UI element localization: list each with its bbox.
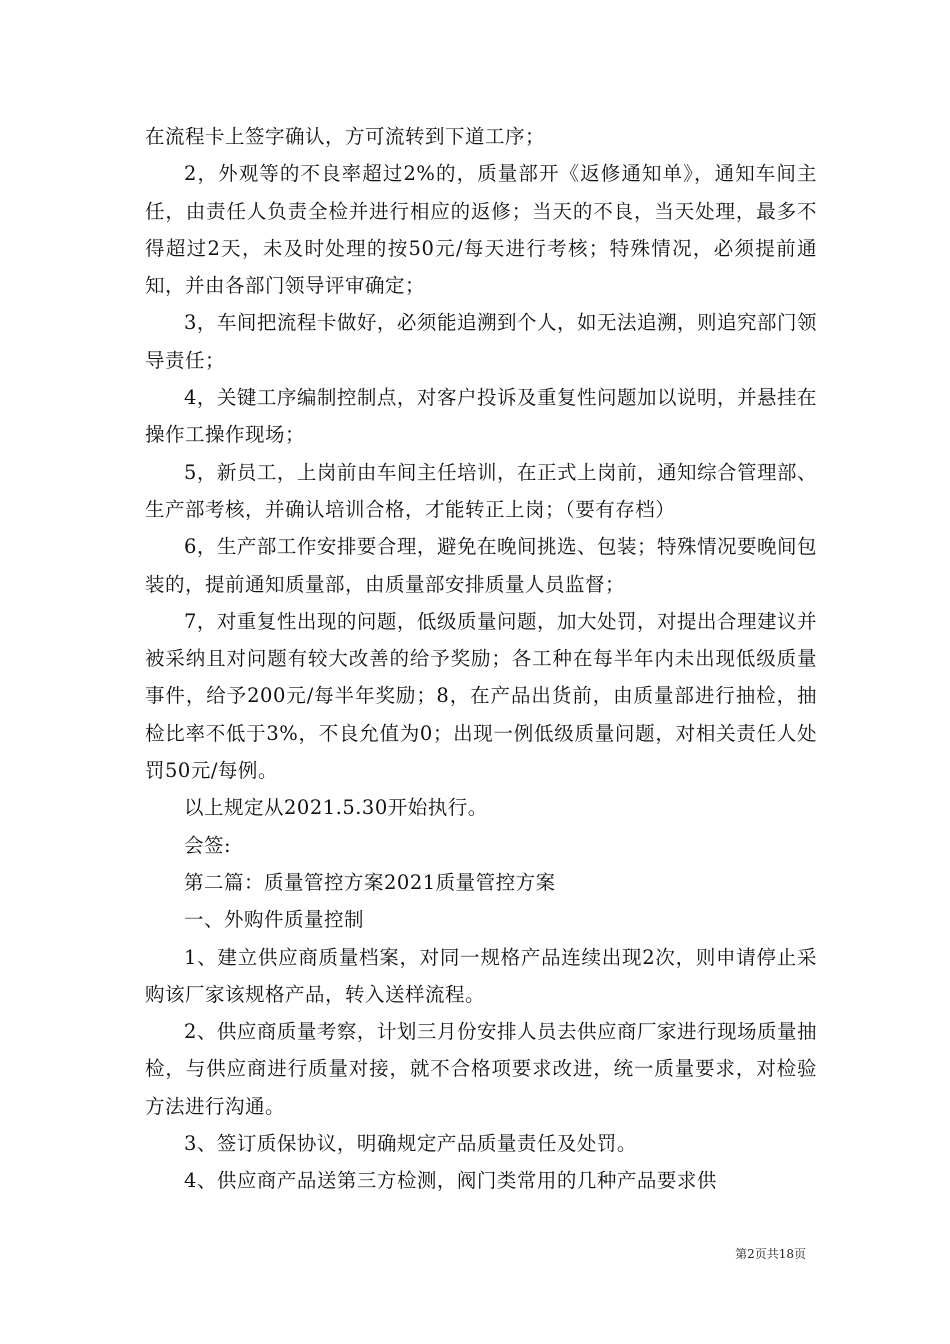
paragraph-item-2: 2，外观等的不良率超过2%的，质量部开《返修通知单》，通知车间主任，由责任人负责全检并进行相应的返修；当天的不良，当天处理，最多不得超过2天，未及时处理的按50元/每天进行考核；特殊情况，必须提前通知，并由各部门领导评审确定；	[145, 162, 817, 298]
paragraph-effective-date: 以上规定从2021.5.30开始执行。	[184, 796, 488, 820]
paragraph-continuation: 在流程卡上签字确认，方可流转到下道工序；	[145, 125, 546, 148]
paragraph-quality-agreement: 3、签订质保协议，明确规定产品质量责任及处罚。	[184, 1132, 637, 1156]
paragraph-countersign: 会签:	[184, 833, 232, 857]
paragraph-item-6: 6，生产部工作安排要合理，避免在晚间挑选、包装；特殊情况要晚间包装的，提前通知质量部，由质量部安排质量人员监督；	[145, 535, 817, 596]
paragraph-third-party-testing: 4、供应商产品送第三方检测，阀门类常用的几种产品要求供	[184, 1169, 717, 1193]
page-number-footer: 第2页共18页	[735, 1247, 806, 1261]
paragraph-item-4: 4，关键工序编制控制点，对客户投诉及重复性问题加以说明，并悬挂在操作工操作现场；	[145, 386, 817, 447]
paragraph-supplier-inspection: 2、供应商质量考察，计划三月份安排人员去供应商厂家进行现场质量抽检，与供应商进行质量对接，就不合格项要求改进，统一质量要求，对检验方法进行沟通。	[145, 1020, 817, 1118]
subheading-purchased-parts: 一、外购件质量控制	[184, 908, 365, 932]
paragraph-supplier-archive: 1、建立供应商质量档案，对同一规格产品连续出现2次，则申请停止采购该厂家该规格产品，转入送样流程。	[145, 945, 817, 1006]
paragraph-item-7: 7，对重复性出现的问题，低级质量问题，加大处罚，对提出合理建议并被采纳且对问题有较大改善的给予奖励；各工种在每半年内未出现低级质量事件，给予200元/每半年奖励；8，在产品出货前，由质量部进行抽检，抽检比率不低于3%，不良允值为0；出现一例低级质量问题，对相关责任人处罚50元/每例。	[145, 609, 817, 783]
paragraph-item-3: 3，车间把流程卡做好，必须能追溯到个人，如无法追溯，则追究部门领导责任；	[145, 311, 817, 372]
body-text	[145, 118, 817, 1200]
paragraph-item-5: 5，新员工，上岗前由车间主任培训，在正式上岗前，通知综合管理部、生产部考核，并确认培训合格，才能转正上岗；（要有存档）	[145, 460, 817, 521]
section-heading-part-two: 第二篇：质量管控方案2021质量管控方案	[184, 870, 556, 894]
